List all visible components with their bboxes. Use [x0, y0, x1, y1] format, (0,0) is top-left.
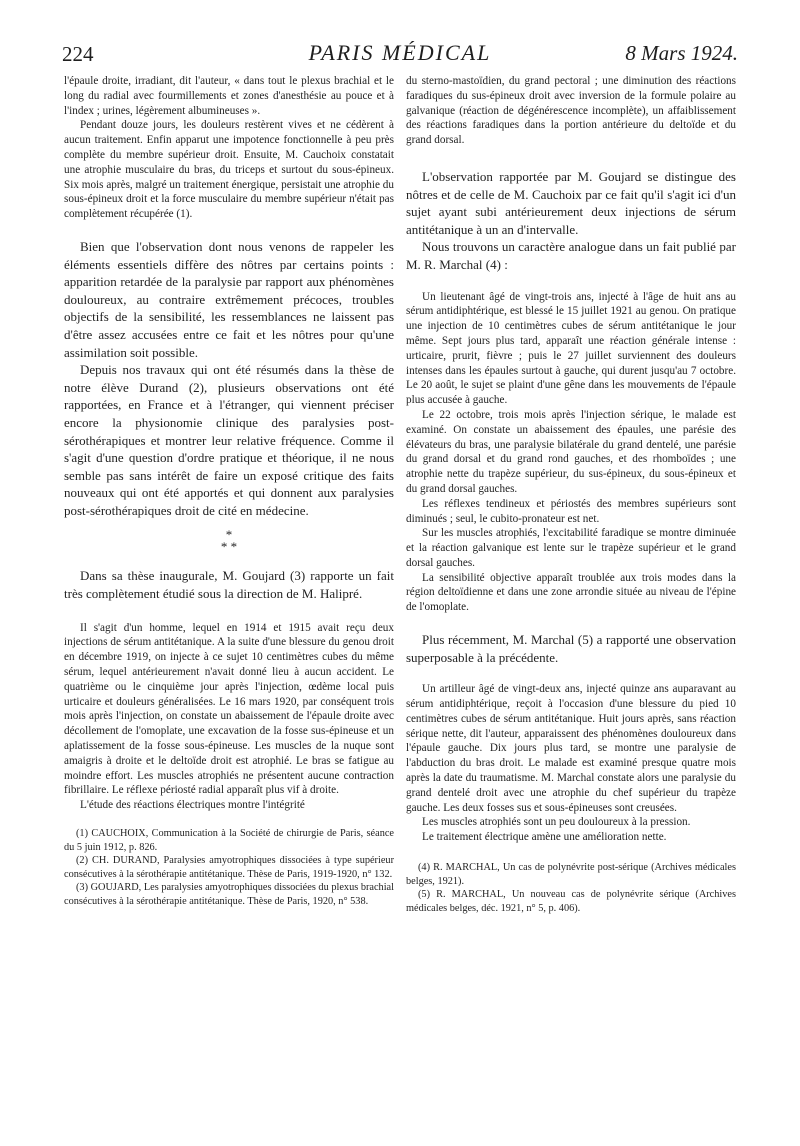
paragraph: Dans sa thèse inaugurale, M. Goujard (3) rapporte un fait très complètement étudié sous la direction de M. Halipré. — [64, 568, 394, 602]
paragraph: Pendant douze jours, les douleurs restèrent vives et ne cédèrent à aucun traitement. Enfin apparut une impotence fonctionnelle à peu près complète du membre supérieur droit. Ensuite, M. Cauchoix constatait une atrophie musculaire du bras, du triceps et surtout du sous-épineux. Six mois après, malgré un traitement énergique, persistait une atrophie du sous-épineux droit et la force musculaire du membre supérieur n'était pas complètement récupérée (1). — [64, 119, 394, 221]
paragraph: Les muscles atrophiés sont un peu douloureux à la pression. — [422, 816, 691, 829]
paragraph: L'étude des réactions électriques montre l'intégrité — [80, 799, 305, 812]
paragraph: Bien que l'observation dont nous venons de rappeler les éléments essentiels diffère des nôtres par certains points : apparition retardée de la paralysie par rapport aux phénomènes douloureux, au contraire extrêmement précoces, troubles objectifs de la sensibilité, les ressemblances ne laissent pas d'être assez accusées entre ce fait et les nôtres pour qu'une assimilation soit possible. — [64, 238, 394, 360]
separator-star-top: * — [225, 527, 233, 543]
footnote: (1) CAUCHOIX, Communication à la Société de chirurgie de Paris, séance du 5 juin 1912, p. 826. — [64, 828, 394, 853]
left-column — [64, 74, 394, 909]
paragraph: La sensibilité objective apparaît troublée aux trois modes dans la région deltoïdienne et dans une zone arrondie située au niveau de l'épine de l'omoplate. — [406, 571, 736, 614]
paragraph: Depuis nos travaux qui ont été résumés dans la thèse de notre élève Durand (2), plusieurs observations ont été rapportées, en France et à l'étranger, qui viennent préciser encore la physionomie clinique des paralysies post-sérothérapiques et montrer leur relative fréquence. Comme il s'agit d'une question d'ordre pratique et théorique, il ne nous semble pas sans intérêt de faire un exposé critique des faits nouveaux qui ont été apportés et qui donnent aux paralysies post-sérothérapiques droit de cité en médecine. — [64, 362, 394, 518]
page-header — [62, 40, 738, 70]
paragraph: du sterno-mastoïdien, du grand pectoral ; une diminution des réactions faradiques du sus-épineux droit avec inversion de la formule polaire au galvanique (réaction de dégénérescence incomplète), un affaiblissement des réactions faradiques dans la portion antérieure du deltoïde et du grand dorsal. — [406, 75, 736, 147]
paragraph: Un artilleur âgé de vingt-deux ans, injecté quinze ans auparavant au sérum antidiphtérique, reçoit à l'occasion d'une blessure du pied 10 centimètres cubes de sérum antitétanique. Huit jours après, sans réaction sérique nette, dit l'auteur, apparaissent des phénomènes douloureux dans l'épaule gauche. Dix jours plus tard, se montre une paralysie de l'abduction du bras droit. Le malade est examiné presque quatre mois après la date du traumatisme. M. Marchal constate alors une paralysie du grand dentelé droit avec une atrophie du chef supérieur du trapèze gauche. Les deux fosses sus et sous-épineuses sont creusées. — [406, 683, 736, 814]
paragraph: L'observation rapportée par M. Goujard se distingue des nôtres et de celle de M. Cauchoix par ce fait qu'il s'agit ici d'un sujet ayant subi antérieurement deux injections de sérum antitétanique à un an d'intervalle. — [406, 168, 736, 237]
paragraph: Les réflexes tendineux et périostés des membres supérieurs sont diminués ; seul, le cubito-pronateur est net. — [406, 497, 736, 525]
paragraph: Un lieutenant âgé de vingt-trois ans, injecté à l'âge de huit ans au sérum antidiphtérique, est blessé le 15 juillet 1921 au genou. On pratique une injection de 10 centimètres cubes de sérum antitétanique le jour même. Sept jours plus tard, apparaît une réaction générale intense : urticaire, prurit, fièvre ; puis le 27 juillet surviennent des douleurs intenses dans les épaules surtout à gauche, qui durent jusqu'au 7 octobre. Le 20 août, le sujet se plaint d'une gêne dans les mouvements de l'épaule plus accusée à gauche. — [406, 290, 736, 407]
section-separator — [64, 529, 394, 553]
footnotes — [406, 861, 736, 915]
footnote: (5) R. MARCHAL, Un nouveau cas de polynévrite sérique (Archives médicales belges, déc. 1921, n° 5, p. 406). — [406, 889, 736, 914]
paragraph: Le 22 octobre, trois mois après l'injection sérique, le malade est examiné. On constate un abaissement des épaules, une parésie des élévateurs du bras, une paralysie bilatérale du grand dentelé, une parésie du grand dorsal et du grand rond gauches, et des rhomboïdes ; une atrophie nette du trapèze supérieur, du sus-épineux, du sous-épineux et du grand dorsal gauches. — [406, 408, 736, 495]
footnote: (4) R. MARCHAL, Un cas de polynévrite post-sérique (Archives médicales belges, 1921). — [406, 862, 736, 887]
paragraph: Le traitement électrique amène une amélioration nette. — [422, 831, 667, 844]
footnote: (3) GOUJARD, Les paralysies amyotrophiques dissociées du plexus brachial consécutives à la sérothérapie antitétanique. Thèse de Paris, 1920, n° 538. — [64, 882, 394, 907]
footnotes — [64, 827, 394, 909]
paragraph: l'épaule droite, irradiant, dit l'auteur, « dans tout le plexus brachial et le long du radial avec fourmillements et zones d'anesthésie au pouce et à l'index ; urines, légèrement albumineuses ». — [64, 75, 394, 117]
journal-title: PARIS MÉDICAL — [308, 40, 492, 65]
page-number: 224 — [62, 42, 94, 66]
footnote: (2) CH. DURAND, Paralysies amyotrophiques dissociées à type supérieur consécutives à la sérothérapie antitétanique. Thèse de Paris, 1919-1920, n° 132. — [64, 855, 394, 880]
separator-stars-bottom: * * — [220, 539, 238, 555]
paragraph: Nous trouvons un caractère analogue dans un fait publié par M. R. Marchal (4) : — [406, 239, 736, 272]
paragraph: Sur les muscles atrophiés, l'excitabilité faradique se montre diminuée et la réaction galvanique est lente sur le trapèze supérieur et le grand dorsal gauches. — [406, 527, 736, 569]
paragraph: Il s'agit d'un homme, lequel en 1914 et 1915 avait reçu deux injections de sérum antitétanique. A la suite d'une blessure du genou droit en décembre 1919, on injecte à ce sujet 10 centimètres cubes du même sérum, lequel antérieurement n'avait donné lieu à aucun accident. Le quatrième ou le cinquième jour après l'injection, œdème local puis urticaire et douleurs généralisées. Le 16 mars 1920, par conséquent trois mois après l'injection, on constate un abaissement de l'épaule droite avec décollement de l'omoplate, une excavation de la fosse sus-épineuse et un aplatissement de la fosse sous-épineuse. Les muscles de la nuque sont amaigris à droite et le deltoïde droit est atrophié. Le bras se fatigue au moindre effort. Les muscles atrophiés ne présentent aucune contraction fibrillaire. Le réflexe périosté radial apparaît plus vif à droite. — [64, 621, 394, 797]
right-column — [406, 74, 736, 915]
paragraph: Plus récemment, M. Marchal (5) a rapporté une observation superposable à la précédente. — [406, 632, 736, 665]
issue-date: 8 Mars 1924. — [625, 41, 738, 65]
